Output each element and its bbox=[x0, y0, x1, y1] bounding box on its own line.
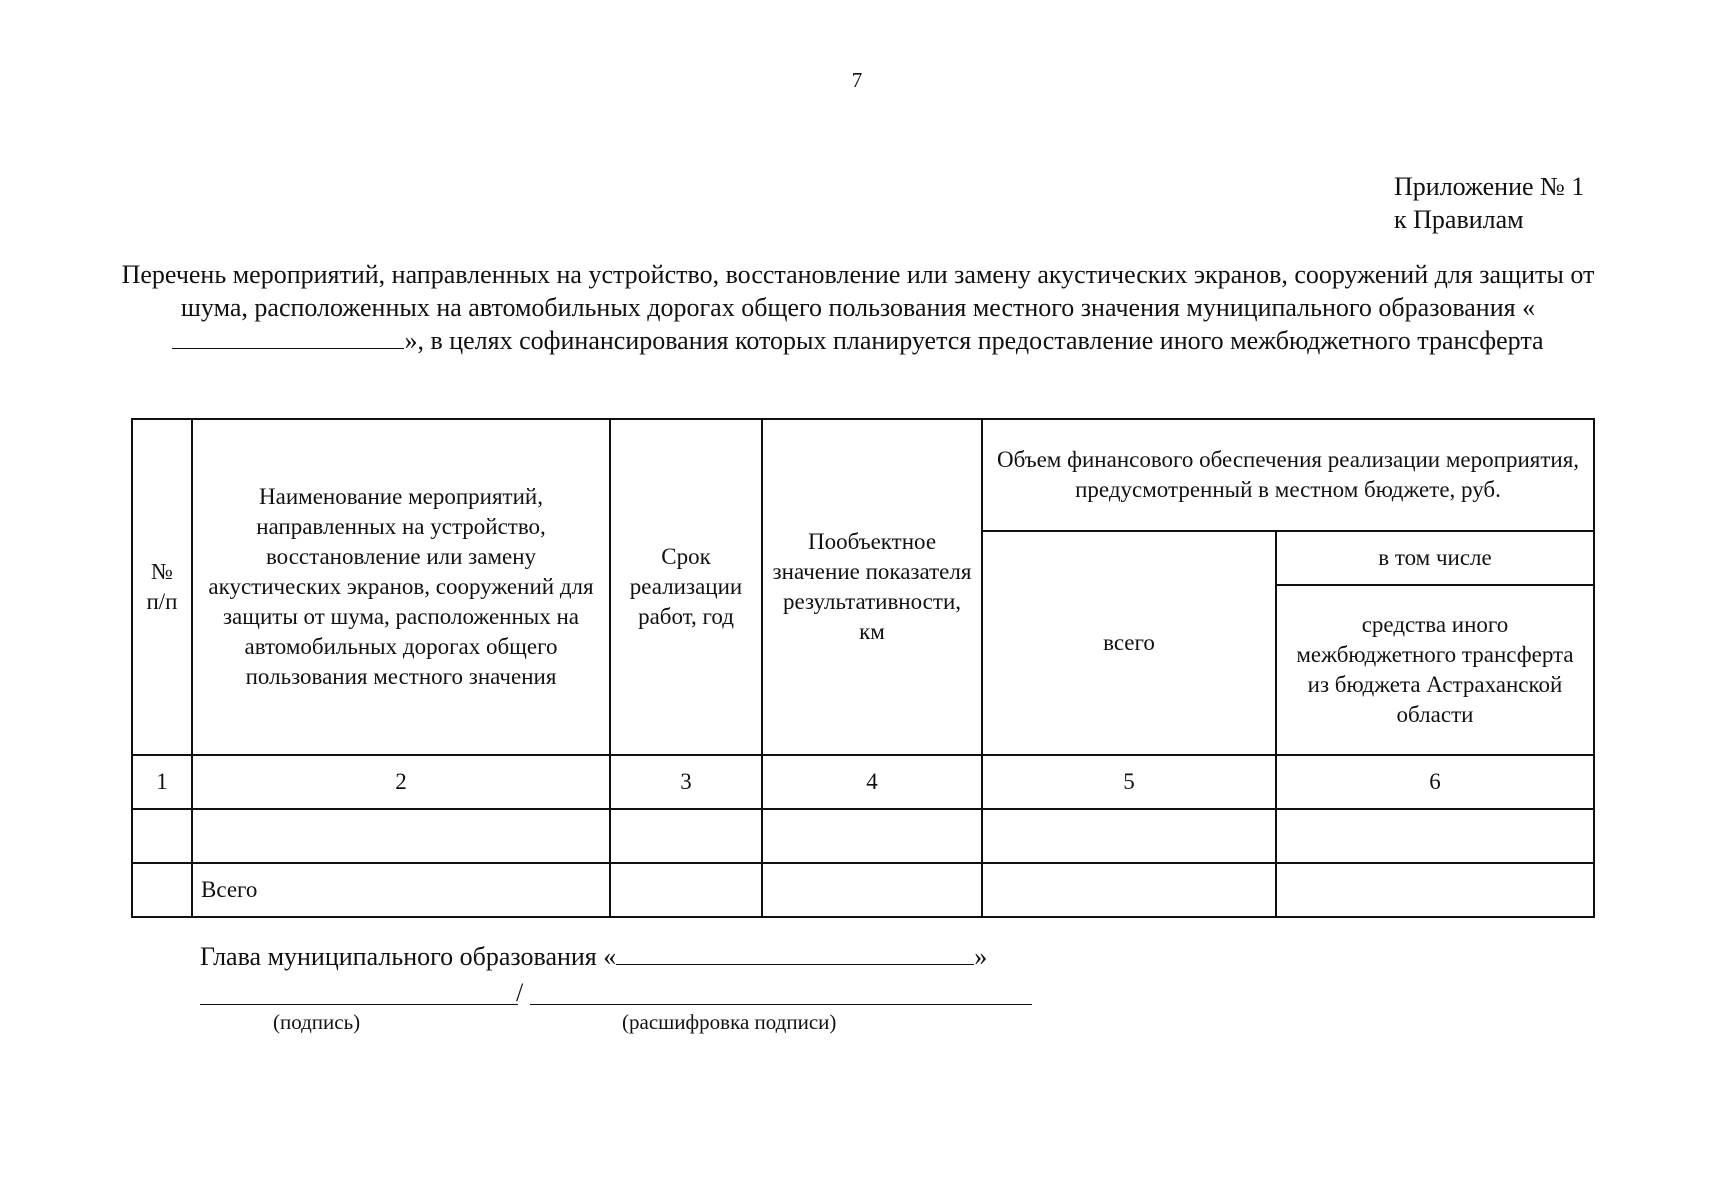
municipality-blank bbox=[172, 326, 404, 349]
signature-blank bbox=[200, 1004, 518, 1005]
column-numbers-row bbox=[132, 755, 1594, 809]
table-cell bbox=[132, 863, 192, 917]
activities-table bbox=[131, 418, 1595, 918]
head-label-close: » bbox=[974, 942, 988, 971]
header-transfer-funds: средства иного межбюджетного трансферта из бюджета Астраханской области bbox=[1276, 585, 1594, 755]
table-cell bbox=[1276, 863, 1594, 917]
column-number-cell: 6 bbox=[1276, 755, 1594, 809]
table-cell bbox=[192, 809, 610, 863]
header-number: № п/п bbox=[132, 419, 192, 755]
column-number-cell: 3 bbox=[610, 755, 762, 809]
head-label: Глава муниципального образования « bbox=[200, 942, 617, 971]
header-including: в том числе bbox=[1276, 531, 1594, 585]
document-heading bbox=[100, 258, 1616, 357]
table-cell bbox=[610, 863, 762, 917]
signature-caption: (подпись) bbox=[273, 1010, 361, 1034]
table-row bbox=[132, 809, 1594, 863]
heading-part-1: Перечень мероприятий, направленных на устройство, восстановление или замену акустических экранов, сооружений для защиты от шума, расположенных на автомобильных дорогах общего пользования местного значения муниципального образования « bbox=[121, 260, 1595, 322]
header-term: Срок реализации работ, год bbox=[610, 419, 762, 755]
page-number: 7 bbox=[851, 68, 863, 92]
appendix-line-2: к Правилам bbox=[1394, 205, 1524, 234]
column-number-cell: 1 bbox=[132, 755, 192, 809]
header-indicator: Пообъектное значение показателя результативности, км bbox=[762, 419, 982, 755]
appendix-label bbox=[1394, 170, 1584, 236]
table-cell bbox=[982, 863, 1276, 917]
heading-part-2: », в целях софинансирования которых планируется предоставление иного межбюджетного трансферта bbox=[404, 326, 1544, 355]
header-funding-volume: Объем финансового обеспечения реализации мероприятия, предусмотренный в местном бюджете, руб. bbox=[982, 419, 1594, 531]
municipality-name-blank bbox=[616, 944, 974, 965]
signature-decode-blank bbox=[530, 1004, 1032, 1005]
header-activity-name: Наименование мероприятий, направленных на устройство, восстановление или замену акустических экранов, сооружений для защиты от шума, расположенных на автомобильных дорогах общего пользования местного значения bbox=[192, 419, 610, 755]
total-label: Всего bbox=[192, 863, 610, 917]
signature-row bbox=[200, 980, 1032, 1006]
header-total: всего bbox=[982, 531, 1276, 755]
table-cell bbox=[762, 809, 982, 863]
table-cell bbox=[762, 863, 982, 917]
table-header-row bbox=[132, 419, 1594, 531]
column-number-cell: 2 bbox=[192, 755, 610, 809]
table-cell bbox=[610, 809, 762, 863]
column-number-cell: 4 bbox=[762, 755, 982, 809]
signature-decode-caption: (расшифровка подписи) bbox=[622, 1010, 837, 1034]
column-number-cell: 5 bbox=[982, 755, 1276, 809]
table-cell bbox=[132, 809, 192, 863]
head-of-municipality-line bbox=[200, 942, 987, 972]
table-cell bbox=[1276, 809, 1594, 863]
appendix-line-1: Приложение № 1 bbox=[1394, 172, 1585, 201]
signature-separator: / bbox=[516, 978, 524, 1007]
total-row bbox=[132, 863, 1594, 917]
table-cell bbox=[982, 809, 1276, 863]
